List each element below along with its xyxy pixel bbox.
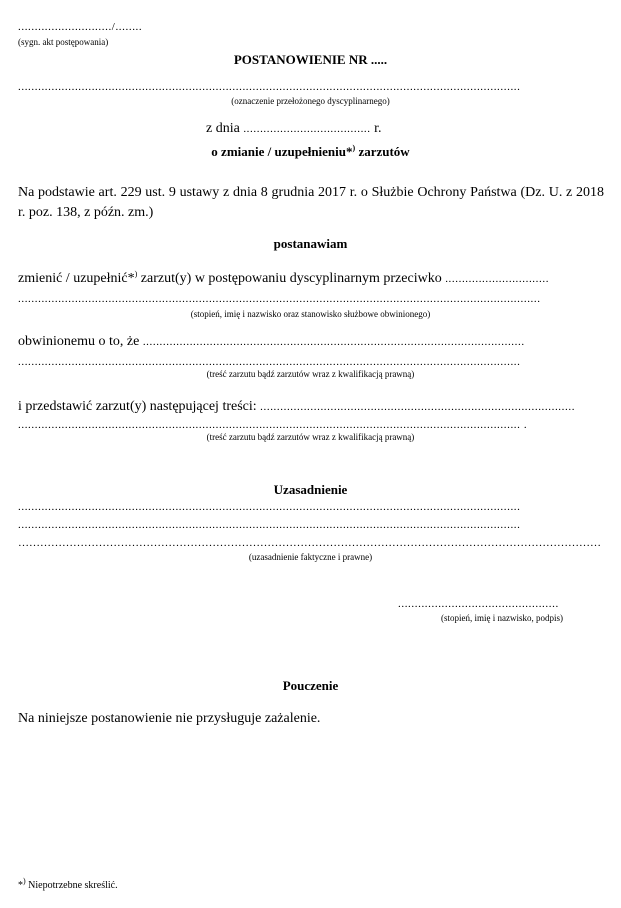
subject-footnote-mark: ) bbox=[352, 143, 356, 153]
footnote bbox=[18, 876, 118, 892]
superior-caption: (oznaczenie przełożonego dyscyplinarnego) bbox=[231, 96, 390, 106]
justification-caption: (uzasadnienie faktyczne i prawne) bbox=[248, 552, 373, 562]
decision-heading: postanawiam bbox=[273, 236, 348, 251]
subject-part1: o zmianie / uzupełnieniu* bbox=[211, 144, 353, 159]
legal-basis: Na podstawie art. 229 ust. 9 ustawy z dnia 8 grudnia 2017 r. o Służbie Ochrony Państwa (Dz. U. z 2018 r. poz. 138, z późn. zm.) bbox=[18, 185, 604, 220]
decision-line-2-text: obwinionemu o to, że bbox=[18, 334, 140, 349]
decision-line-1-dots: ............................... bbox=[445, 273, 550, 285]
subject-heading bbox=[0, 144, 621, 160]
date-line: ...................................... bbox=[243, 123, 371, 135]
justification-heading: Uzasadnienie bbox=[273, 482, 348, 497]
case-reference-caption: (sygn. akt postępowania) bbox=[18, 37, 109, 47]
decision-line-1 bbox=[18, 270, 549, 288]
decision-line-1-part2: zarzut(y) w postępowaniu dyscyplinarnym przeciwko bbox=[137, 271, 442, 286]
justification-line-1: ...................................................................................................................................................... bbox=[18, 501, 521, 513]
footnote-sup: ) bbox=[23, 876, 26, 886]
decision-line-1-part1: zmienić / uzupełnić* bbox=[18, 271, 135, 286]
signature-caption: (stopień, imię i nazwisko, podpis) bbox=[441, 613, 563, 623]
accused-line: ............................................................................................................................................................ bbox=[18, 293, 541, 305]
decision-line-3 bbox=[18, 398, 575, 416]
justification-line-3: …………………………………………………………………………………………………………………………………………… bbox=[18, 537, 601, 549]
justification-line-2: ...................................................................................................................................................... bbox=[18, 519, 521, 531]
decision-line-2-dots: .................................................................................................................. bbox=[142, 336, 525, 348]
date-suffix: r. bbox=[374, 121, 382, 136]
instruction-text: Na niniejsze postanowienie nie przysługuje zażalenie. bbox=[18, 711, 321, 726]
charge-caption-2: (treść zarzutu bądź zarzutów wraz z kwalifikacją prawną) bbox=[206, 432, 415, 442]
footnote-marker: * bbox=[18, 880, 23, 891]
date-prefix: z dnia bbox=[206, 121, 240, 136]
decision-line-3-dots: .............................................................................................. bbox=[260, 401, 576, 413]
case-reference-line: ............................/........ bbox=[18, 21, 143, 33]
signature-line: ................................................ bbox=[398, 598, 559, 610]
document-title: POSTANOWIENIE NR ..... bbox=[233, 52, 388, 67]
superior-line: ...................................................................................................................................................... bbox=[18, 81, 521, 93]
subject-part2: zarzutów bbox=[355, 144, 410, 159]
charge-line-2: ...................................................................................................................................................... . bbox=[18, 419, 528, 431]
date-row bbox=[206, 120, 382, 138]
decision-line-2 bbox=[18, 333, 525, 351]
decision-line-3-text: i przedstawić zarzut(y) następującej treści: bbox=[18, 399, 257, 414]
decision-footnote-mark: ) bbox=[134, 269, 138, 279]
footnote-text: Niepotrzebne skreślić. bbox=[25, 880, 118, 891]
accused-caption: (stopień, imię i nazwisko oraz stanowisko służbowe obwinionego) bbox=[190, 309, 431, 319]
instruction-heading: Pouczenie bbox=[282, 678, 339, 693]
charge-line-1: ...................................................................................................................................................... bbox=[18, 356, 521, 368]
charge-caption-1: (treść zarzutu bądź zarzutów wraz z kwalifikacją prawną) bbox=[206, 369, 415, 379]
